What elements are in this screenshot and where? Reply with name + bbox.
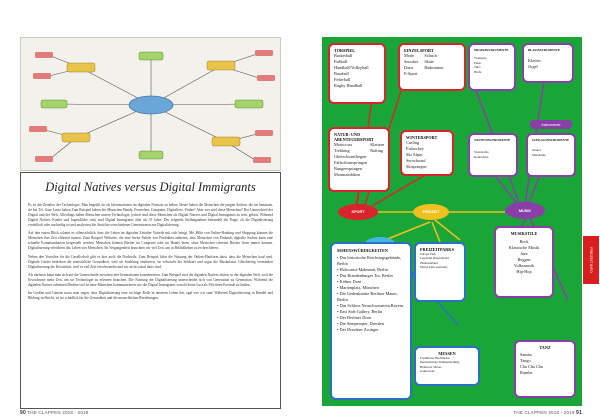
- box-messen: [414, 346, 480, 386]
- list-item: Volksmusik: [513, 263, 535, 268]
- list-item: Internationale Funkausstellung: [420, 360, 460, 365]
- list-item: Hip-Hop: [516, 269, 532, 274]
- list-item: Europa Park: [420, 252, 436, 256]
- list-item: Ski Alpin: [406, 152, 423, 157]
- list-item: • Die Gedenkstätte Berliner Mauer, Berlin: [337, 291, 398, 302]
- list-item: • Das historische Reichstagsgebäude, Berlin: [337, 255, 402, 266]
- article-paragraph: Als nächstes kann man sich auf die Unterschiede zwischen den Generationen konzentrieren. Zum Beispiel sind die digitalen Natives aktiver in der digitalen Welt, weil die Erwachsene mehr Zeit, um sie Technologie zu erlernen brauchen. Die Nutzung der Digitalisierung unterscheidet sich von Generation zu Generation. Während die digitalen Natives erkennen Medien viel zu neue Menschen kommunizieren wie die Digital Immigrants sowohl keine Lust als Mit einen Freunde zu finden.: [28, 272, 273, 287]
- article-paragraph: Es ist das Zeitalter der Technologie. Man begrüßt sie als Informationen im digitalen Formate zu haben. Heute haben die Menschen die jungen Sachen, die sie benutzen, sie bei Tel. Gute Leute haben Zum Beispiel haben der Menschen Handy, Fernsehen, Computer, Digitalfoto. Früher! Aber wer sind diese Menschen? Der Unterschied der Digital und der Welt. Allerdings haben Menschen unsere Technologie, jedoch sind diese Menschen als Digital Natives und Digital Immigrants zu sein, gehört. Während Digital Natives Kinder und Jugendliche sind, sind Digital Immigrants älter als 35 Jahre. Der folgende Stellungnahme behandelt die Frage, ob die Digitalisierung vorteilhaft oder nachteilig ist und analysiert die Ansichte verschiedener Generationen zur Digitalisierung.: [28, 203, 273, 228]
- list-item: Phantasialand: [420, 260, 438, 265]
- list-item: • Der Dresdner Zwinger: [337, 327, 379, 332]
- list-item: Trompete: [474, 56, 487, 61]
- oval-freizeit: FREIZEIT: [413, 204, 449, 220]
- list-item: • Kölner Dom: [337, 279, 362, 284]
- oval-musik: MUSIK: [505, 202, 545, 219]
- list-item: Kontrabass: [474, 154, 489, 159]
- box-title: MESSEN: [438, 351, 456, 356]
- page-number-right: 91: [576, 410, 582, 416]
- list-item: Violoncello: [474, 150, 489, 155]
- year-left: 2018 - 2019: [62, 410, 89, 415]
- box-title: MUSIKINSTRUMENTE: [474, 48, 509, 52]
- list-item: E-Sport: [404, 71, 418, 76]
- list-item: Gitarre: [532, 148, 542, 153]
- box-title: EINZELSPORT: [404, 48, 434, 53]
- list-item: Rock: [519, 239, 529, 244]
- list-item: Rugby Handball: [334, 83, 363, 88]
- list-item: Reggae: [517, 257, 531, 262]
- list-item: • Der Berliner Dom: [337, 315, 371, 320]
- list-item: Skispringen: [406, 164, 427, 169]
- list-item: Eishockey: [406, 146, 424, 151]
- box-title: TORSPIEL: [334, 48, 356, 53]
- box-einzelsport: [398, 43, 466, 91]
- instrumente-pill: Instrumente: [530, 120, 572, 129]
- list-item: Movie Park Germany: [420, 265, 448, 270]
- list-item: Mode: [404, 53, 415, 58]
- footer-right: [513, 410, 582, 416]
- list-item: • East Side Gallery, Berlin: [337, 309, 383, 314]
- article-title: Digital Natives versus Digital Immigrants: [45, 180, 256, 194]
- list-item: Basketball: [334, 53, 353, 58]
- magazine-name-left: THE CLAPPEN: [27, 410, 61, 415]
- list-item: Harfe: [474, 69, 482, 74]
- box-tanz: [514, 340, 576, 398]
- list-item: Klettern: [370, 142, 385, 147]
- list-item: Orgel: [528, 64, 538, 70]
- box-musikinstrumente: [468, 43, 516, 91]
- list-item: Schach: [424, 53, 437, 58]
- list-item: • Die Semperoper, Dresden: [337, 321, 384, 326]
- list-item: Legoland Deutschland: [420, 256, 449, 261]
- page-number-left: 90: [20, 410, 26, 416]
- list-item: Gleitschirmfliegen: [334, 154, 367, 159]
- list-item: Curling: [406, 140, 420, 145]
- box-tasteninstrumente: [468, 133, 518, 177]
- list-item: Skate: [424, 59, 434, 64]
- list-item: Gamescom: [420, 369, 435, 374]
- list-item: Cha Cha Cha: [520, 364, 543, 369]
- list-item: Fußball: [334, 59, 348, 64]
- article-paragraph: Auf den ersten Blick scheint es offensichtlich, dass die Leben im digitalen Zeitalter Vorteile mit sich bringt. Mit Hilfe von Online-Banking und Shopping können die Menschen ihre Zeit effizient nutzen. Zum Beispiel Websites, die eine breite Palette von Produkten anbieten, dass Menschen von Einkaufs digitaler Sachen kann eine schnelle Kommunikation hergestellt werden. Menschen können Bücher im Computer oder im Handy lesen, ohne Menschen schreien Bücher lesen immer können. Digitalisierung erleichtert das Leben von Menschen. Im Vergangenheit brauchten wir viel Zeit, um in Bibliotheken zu recherchieren.: [28, 231, 273, 251]
- box-title: NATUR- UND ABENTEUERSPORT: [334, 132, 374, 142]
- list-item: Tuba: [474, 65, 481, 70]
- box-title: FREIZEITPARKS: [420, 247, 454, 252]
- list-item: Rumba: [520, 370, 533, 375]
- list-item: Mountainbiken: [334, 172, 361, 177]
- list-item: Piano: [474, 60, 482, 65]
- list-item: Frankfurter Buchmesse: [420, 356, 450, 360]
- list-item: Samba: [520, 352, 532, 357]
- list-item: Rafting: [370, 148, 384, 153]
- list-item: Klassische Musik: [508, 245, 540, 250]
- magazine-name-right: THE CLAPPEN: [513, 410, 547, 415]
- list-item: • Holocaust-Mahnmal, Berlin: [337, 267, 388, 272]
- list-item: Darts: [404, 65, 414, 70]
- list-item: • Marienplatz, München: [337, 285, 379, 290]
- list-item: Tango: [520, 358, 531, 363]
- article-paragraph: Neben den Vorteilen für die Gesellschaft gibt es hier auch die Nachteile. Zum Beispiel führt die Nutzung der Online-Plattform dazu, dass die Menschen hauf sind. Digitale Geräte bedrohen die menschliche Gesundheit, weil sie Strahlung emittieren, sie schwächt die Sehkraft und sogar die Muskulatur. Gleichzeitig vermindert Digitalisierung die Kreativität, weil es viel Zeit verschwendet und wir nicht sozial aktiv sind.: [28, 254, 273, 269]
- box-title: SEHENSWÜRDIGKEITEN: [337, 248, 388, 253]
- list-item: Trekking: [334, 148, 350, 153]
- list-item: Federball: [334, 77, 351, 82]
- box-title: MUSIKSTILE: [510, 231, 538, 236]
- list-item: Handball/Volleyball: [334, 65, 369, 70]
- list-item: • Das Brandenburger Tor, Berlin: [337, 273, 393, 278]
- box-musikstile: [494, 226, 554, 298]
- box-natursport: [328, 127, 390, 192]
- box-schlaginstrumente: [526, 133, 576, 177]
- box-blasinstrumente: [522, 43, 574, 83]
- list-item: • Das Schloss Neuschwanstein,Bayern: [337, 303, 404, 308]
- box-title: WINTERSPORT: [406, 135, 438, 140]
- list-item: Mandoline: [532, 152, 546, 157]
- list-item: Baseball: [334, 71, 349, 76]
- box-title: TASTENINSTRUMENTE: [474, 138, 511, 142]
- list-item: Snowboard: [406, 158, 426, 163]
- list-item: Klavier: [528, 58, 541, 64]
- year-right: 2018 - 2019: [548, 410, 575, 415]
- article-paragraph: Im Großen und Ganzen muss man sagen, dass Digitalisierung eine wichtige Rolle in unserem Leben hat, egal wer wir sind. Während Digitalisierung in Handel und Bildung vielleicht, ist sie schädlich für die Gesundheit und die menschlichen Beziehungen.: [28, 291, 273, 301]
- box-freizeitparks: [414, 242, 466, 302]
- list-item: Motocross: [334, 142, 353, 147]
- box-title: SCHLAGINSTRUMENTE: [532, 138, 570, 142]
- box-wintersport: [400, 130, 454, 176]
- list-item: Snooker: [404, 59, 419, 64]
- list-item: Badminton: [424, 65, 444, 70]
- oval-sport: SPORT: [338, 204, 378, 220]
- list-item: Bungeespringen: [334, 166, 362, 171]
- box-title: BLASINSTRUMENTE: [528, 48, 561, 52]
- box-torspiel: [328, 43, 386, 104]
- list-item: Hannover Messe: [420, 364, 442, 369]
- list-item: Fallschirmspringen: [334, 160, 368, 165]
- box-sehenswuerdigkeiten: [330, 242, 412, 400]
- side-tab-label: FREIZEIT INFO: [589, 247, 593, 273]
- box-title: TANZ: [539, 345, 551, 350]
- list-item: Jazz: [520, 251, 528, 256]
